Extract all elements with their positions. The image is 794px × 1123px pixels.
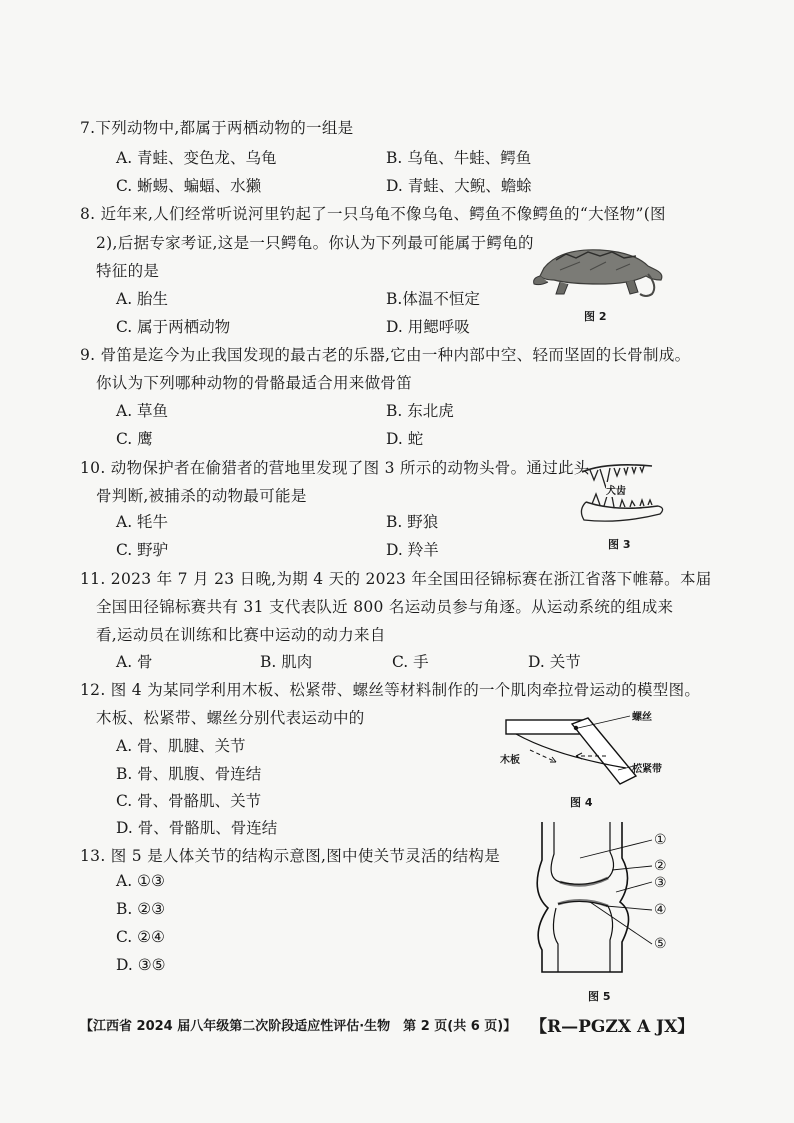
- question-10-stem-line-2: 骨判断,被捕杀的动物最可能是: [96, 487, 307, 505]
- question-12-stem-line-1: 12. 图 4 为某同学利用木板、松紧带、螺丝等材料制作的一个肌肉牵拉骨运动的模型图。: [80, 681, 701, 699]
- question-7-option-a: A. 青蛙、变色龙、乌龟: [116, 149, 277, 167]
- question-9-option-d: D. 蛇: [386, 430, 424, 448]
- question-7-option-d: D. 青蛙、大鲵、蟾蜍: [386, 177, 532, 195]
- question-8-stem-line-2: 2),后据专家考证,这是一只鳄龟。你认为下列最可能属于鳄龟的: [96, 234, 534, 252]
- figure-3-canine-label: 犬齿: [606, 482, 626, 497]
- figure-5-label-5: ⑤: [654, 936, 667, 952]
- question-9-option-c: C. 鹰: [116, 430, 153, 448]
- question-7-stem: 7.下列动物中,都属于两栖动物的一组是: [80, 119, 354, 137]
- question-12-option-d: D. 骨、骨骼肌、骨连结: [116, 819, 278, 837]
- figure-2-turtle-illustration: [530, 240, 670, 302]
- figure-4-caption: 图 4: [570, 796, 593, 809]
- question-9-stem-line-1: 9. 骨笛是迄今为止我国发现的最古老的乐器,它由一种内部中空、轻而坚固的长骨制成。: [80, 346, 691, 364]
- figure-5-label-4: ④: [654, 902, 667, 918]
- question-12-stem-line-2: 木板、松紧带、螺丝分别代表运动中的: [96, 709, 365, 727]
- page-footer: [80, 1012, 720, 1037]
- footer-exam-code: 【R—PGZX A JX】: [530, 1017, 695, 1037]
- question-13-option-a: A. ①③: [116, 872, 165, 890]
- question-11-option-c: C. 手: [392, 653, 429, 671]
- figure-4-band-label: 松紧带: [632, 764, 662, 775]
- question-8-stem-line-3: 特征的是: [96, 262, 160, 280]
- question-10-stem-line-1: 10. 动物保护者在偷猎者的营地里发现了图 3 所示的动物头骨。通过此头: [80, 459, 590, 477]
- question-8-option-c: C. 属于两栖动物: [116, 318, 231, 336]
- question-11-option-a: A. 骨: [116, 653, 153, 671]
- footer-exam-info: 【江西省 2024 届八年级第二次阶段适应性评估·生物 第 2 页(共 6 页)】: [80, 1019, 517, 1034]
- question-10-option-a: A. 牦牛: [116, 513, 169, 531]
- question-13-option-b: B. ②③: [116, 900, 166, 918]
- question-9-option-b: B. 东北虎: [386, 402, 454, 420]
- question-11-stem-line-2: 全国田径锦标赛共有 31 支代表队近 800 名运动员参与角逐。从运动系统的组成来: [96, 598, 674, 616]
- question-10-option-d: D. 羚羊: [386, 541, 439, 559]
- figure-4-model-illustration: [496, 706, 696, 788]
- question-7-option-b: B. 乌龟、牛蛙、鳄鱼: [386, 149, 532, 167]
- question-10-option-c: C. 野驴: [116, 541, 169, 559]
- figure-4-board-label: 木板: [500, 755, 520, 766]
- question-11-stem-line-1: 11. 2023 年 7 月 23 日晚,为期 4 天的 2023 年全国田径锦标赛在浙江省落下帷幕。本届: [80, 570, 712, 588]
- figure-5-label-3: ③: [654, 875, 667, 891]
- figure-2-caption: 图 2: [584, 310, 607, 323]
- question-11-option-b: B. 肌肉: [260, 653, 313, 671]
- figure-5-label-2: ②: [654, 858, 667, 874]
- question-8-option-d: D. 用鳃呼吸: [386, 318, 470, 336]
- figure-5-label-1: ①: [654, 832, 667, 848]
- question-12-option-a: A. 骨、肌腱、关节: [116, 737, 246, 755]
- question-8-option-b: B.体温不恒定: [386, 290, 480, 308]
- question-7-option-c: C. 蜥蜴、蝙蝠、水獭: [116, 177, 262, 195]
- figure-4-screw-label: 螺丝: [632, 712, 652, 723]
- question-9-stem-line-2: 你认为下列哪种动物的骨骼最适合用来做骨笛: [96, 374, 413, 392]
- figure-3-caption: 图 3: [608, 538, 631, 551]
- question-9-option-a: A. 草鱼: [116, 402, 169, 420]
- question-11-stem-line-3: 看,运动员在训练和比赛中运动的动力来自: [96, 626, 386, 644]
- question-12-option-b: B. 骨、肌腹、骨连结: [116, 765, 262, 783]
- question-13-stem: 13. 图 5 是人体关节的结构示意图,图中使关节灵活的结构是: [80, 847, 501, 865]
- figure-5-caption: 图 5: [588, 990, 611, 1003]
- question-8-stem-line-1: 8. 近年来,人们经常听说河里钓起了一只乌龟不像乌龟、鳄鱼不像鳄鱼的“大怪物”(图: [80, 205, 666, 223]
- question-10-option-b: B. 野狼: [386, 513, 439, 531]
- question-11-option-d: D. 关节: [528, 653, 581, 671]
- question-12-option-c: C. 骨、骨骼肌、关节: [116, 792, 262, 810]
- question-13-option-d: D. ③⑤: [116, 956, 166, 974]
- question-13-option-c: C. ②④: [116, 928, 165, 946]
- question-8-option-a: A. 胎生: [116, 290, 169, 308]
